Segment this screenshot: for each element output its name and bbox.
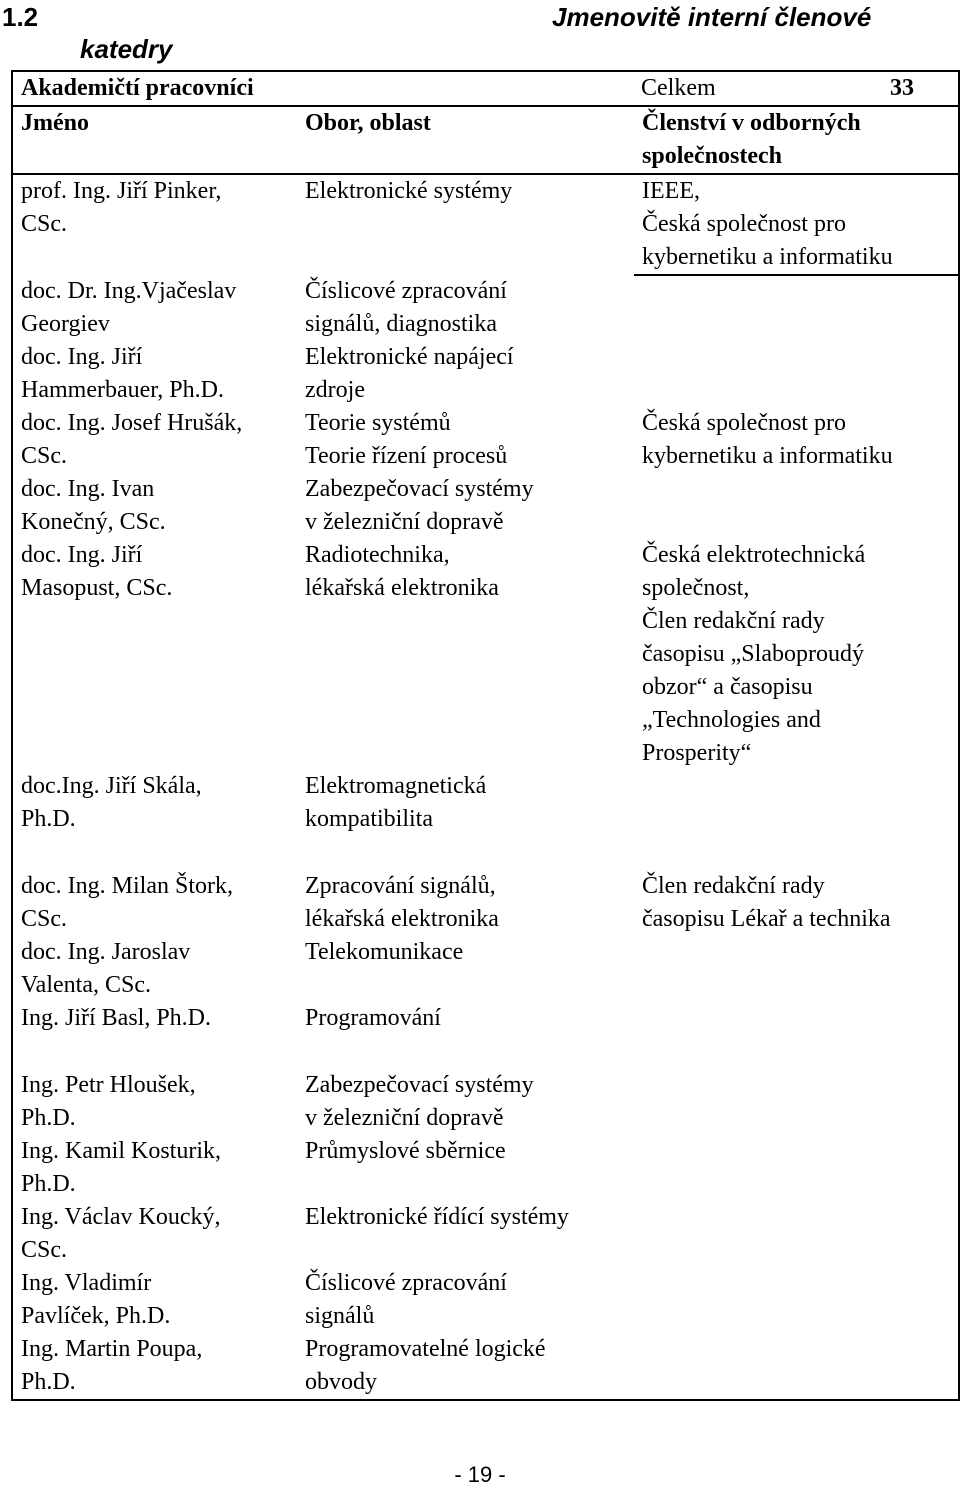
cell-name: [12, 1069, 297, 1135]
table-row: [12, 770, 959, 870]
header-membership: Členství v odborných společnostech: [634, 106, 959, 174]
name-line: Masopust, CSc.: [21, 575, 173, 601]
cell-membership: [634, 770, 959, 870]
cell-field: [297, 539, 634, 770]
field-line: Programování: [305, 1005, 441, 1031]
membership-line: IEEE,: [642, 178, 700, 204]
table-row: [12, 1201, 959, 1267]
name-line: Ph.D.: [21, 1171, 76, 1197]
section-title-line-1: Jmenovitě interní členové: [552, 2, 872, 32]
cell-name: [12, 407, 297, 473]
field-line: Radiotechnika,: [305, 542, 450, 568]
field-line: Průmyslové sběrnice: [305, 1138, 506, 1164]
name-line: CSc.: [21, 1237, 68, 1263]
cell-name: [12, 1201, 297, 1267]
name-line: Ing. Jiří Basl, Ph.D.: [21, 1005, 212, 1031]
group-row: [12, 71, 959, 106]
name-line: Valenta, CSc.: [21, 972, 151, 998]
name-line: doc. Ing. Josef Hrušák,: [21, 410, 243, 436]
membership-line: Česká elektrotechnická: [642, 542, 866, 568]
name-line: Ph.D.: [21, 1105, 76, 1131]
table-row: [12, 1069, 959, 1135]
name-line: CSc.: [21, 211, 68, 237]
field-line: lékařská elektronika: [305, 906, 499, 932]
membership-line: Česká společnost pro: [642, 410, 846, 436]
name-line: doc. Ing. Jaroslav: [21, 939, 191, 965]
field-line: Zabezpečovací systémy: [305, 1072, 534, 1098]
name-line: Ing. Martin Poupa,: [21, 1336, 203, 1362]
cell-name: [12, 1267, 297, 1333]
membership-line: kybernetiku a informatiku: [642, 244, 893, 270]
field-line: Elektronické řídící systémy: [305, 1204, 569, 1230]
table-row: [12, 1267, 959, 1333]
field-line: signálů, diagnostika: [305, 311, 497, 337]
cell-membership: [634, 1069, 959, 1135]
membership-line: Prosperity“: [642, 740, 752, 766]
field-line: Telekomunikace: [305, 939, 464, 965]
cell-field: [297, 770, 634, 870]
cell-membership: [634, 174, 959, 275]
cell-membership: [634, 275, 959, 341]
table-row: [12, 539, 959, 770]
cell-field: [297, 341, 634, 407]
field-line: Elektronické napájecí: [305, 344, 514, 370]
staff-table: [11, 70, 960, 1401]
page-number: - 19 -: [454, 1462, 506, 1487]
table-row: [12, 275, 959, 341]
membership-line: Člen redakční rady: [642, 608, 825, 634]
group-title: Akademičtí pracovníci: [21, 75, 254, 101]
name-line: doc. Ing. Jiří: [21, 344, 143, 370]
cell-field: [297, 870, 634, 936]
name-line: prof. Ing. Jiří Pinker,: [21, 178, 222, 204]
field-line: Zpracování signálů,: [305, 873, 496, 899]
field-line: Programovatelné logické: [305, 1336, 546, 1362]
cell-membership: [634, 1002, 959, 1069]
field-line: obvody: [305, 1369, 377, 1395]
cell-membership: [634, 1135, 959, 1201]
membership-line: obzor“ a časopisu: [642, 674, 813, 700]
name-line: Pavlíček, Ph.D.: [21, 1303, 171, 1329]
field-line: lékařská elektronika: [305, 575, 499, 601]
cell-field: [297, 1135, 634, 1201]
table-row: [12, 473, 959, 539]
name-line: Ing. Václav Koucký,: [21, 1204, 221, 1230]
cell-field: [297, 1333, 634, 1400]
name-line: doc. Ing. Milan Štork,: [21, 873, 233, 899]
table-row: [12, 870, 959, 936]
name-line: Ing. Petr Hloušek,: [21, 1072, 196, 1098]
cell-field: [297, 473, 634, 539]
table-row: [12, 174, 959, 275]
cell-name: [12, 174, 297, 275]
cell-field: [297, 1201, 634, 1267]
cell-name: [12, 1002, 297, 1069]
name-line: Georgiev: [21, 311, 110, 337]
membership-line: „Technologies and: [642, 707, 821, 733]
cell-membership: [634, 1201, 959, 1267]
section-heading: [0, 0, 960, 68]
cell-membership: [634, 539, 959, 770]
cell-membership: [634, 870, 959, 936]
cell-field: [297, 936, 634, 1002]
name-line: CSc.: [21, 906, 68, 932]
field-line: v železniční dopravě: [305, 1105, 504, 1131]
cell-field: [297, 1002, 634, 1069]
table-row: [12, 1135, 959, 1201]
membership-line: kybernetiku a informatiku: [642, 443, 893, 469]
field-line: Zabezpečovací systémy: [305, 476, 534, 502]
header-field: Obor, oblast: [297, 106, 634, 174]
name-line: Ph.D.: [21, 1369, 76, 1395]
field-line: Elektromagnetická: [305, 773, 487, 799]
name-line: doc. Dr. Ing.Vjačeslav: [21, 278, 237, 304]
cell-name: [12, 870, 297, 936]
cell-field: [297, 1267, 634, 1333]
cell-name: [12, 539, 297, 770]
group-cell: [12, 71, 959, 106]
table-row: [12, 1002, 959, 1069]
cell-membership: [634, 1267, 959, 1333]
cell-membership: [634, 341, 959, 407]
membership-line: společnost,: [642, 575, 750, 601]
cell-field: [297, 1069, 634, 1135]
name-line: doc. Ing. Ivan: [21, 476, 155, 502]
cell-name: [12, 936, 297, 1002]
field-line: Teorie řízení procesů: [305, 443, 508, 469]
field-line: kompatibilita: [305, 806, 433, 832]
cell-field: [297, 174, 634, 275]
table-row: [12, 341, 959, 407]
table-row: [12, 407, 959, 473]
field-line: v železniční dopravě: [305, 509, 504, 535]
name-line: doc. Ing. Jiří: [21, 542, 143, 568]
field-line: Číslicové zpracování: [305, 1270, 507, 1296]
table-row: [12, 936, 959, 1002]
cell-membership: [634, 473, 959, 539]
cell-name: [12, 473, 297, 539]
field-line: Teorie systémů: [305, 410, 451, 436]
cell-name: [12, 770, 297, 870]
membership-line: časopisu Lékař a technika: [642, 906, 891, 932]
name-line: Ing. Kamil Kosturik,: [21, 1138, 221, 1164]
name-line: Hammerbauer, Ph.D.: [21, 377, 224, 403]
total-value: 33: [890, 75, 915, 101]
name-line: doc.Ing. Jiří Skála,: [21, 773, 202, 799]
cell-field: [297, 407, 634, 473]
header-row: [12, 106, 959, 174]
total-label: Celkem: [641, 75, 716, 101]
name-line: Ing. Vladimír: [21, 1270, 152, 1296]
membership-line: Česká společnost pro: [642, 211, 846, 237]
cell-field: [297, 275, 634, 341]
name-line: CSc.: [21, 443, 68, 469]
membership-line: Člen redakční rady: [642, 873, 825, 899]
cell-name: [12, 1135, 297, 1201]
field-line: zdroje: [305, 377, 365, 403]
field-line: Číslicové zpracování: [305, 278, 507, 304]
cell-membership: [634, 1333, 959, 1400]
cell-membership: [634, 936, 959, 1002]
cell-name: [12, 341, 297, 407]
membership-line: časopisu „Slaboproudý: [642, 641, 864, 667]
field-line: Elektronické systémy: [305, 178, 513, 204]
header-name: Jméno: [12, 106, 297, 174]
name-line: Ph.D.: [21, 806, 76, 832]
cell-name: [12, 275, 297, 341]
table-row: [12, 1333, 959, 1400]
cell-membership: [634, 407, 959, 473]
field-line: signálů: [305, 1303, 375, 1329]
section-number: 1.2: [2, 2, 39, 32]
name-line: Konečný, CSc.: [21, 509, 166, 535]
section-title-line-2: katedry: [80, 34, 173, 64]
cell-name: [12, 1333, 297, 1400]
